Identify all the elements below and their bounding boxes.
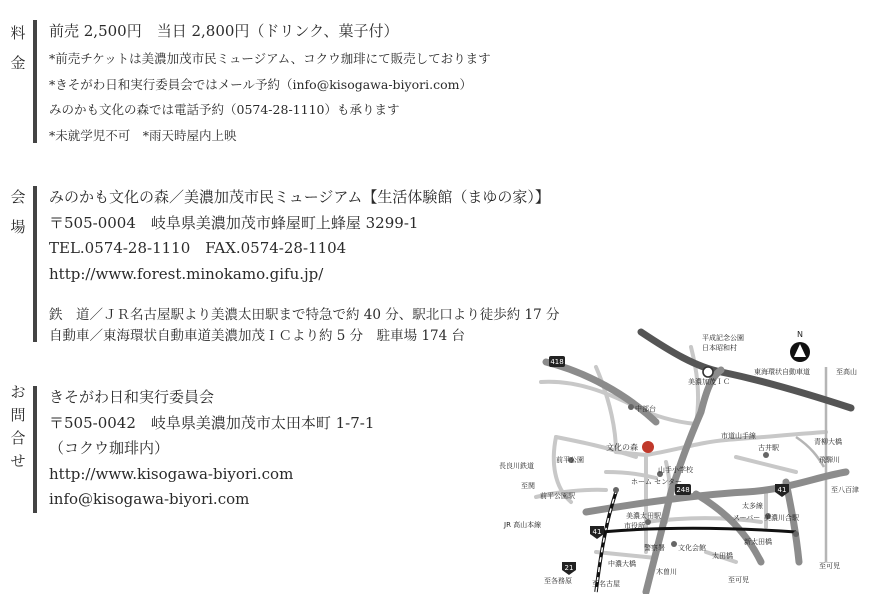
label-to-kakamigahara: 至各務原 — [544, 577, 572, 585]
venue-address: 〒505-0004 岐阜県美濃加茂市蜂屋町上蜂屋 3299-1 — [49, 213, 419, 232]
contact-label — [8, 381, 28, 473]
label-to-seki: 至関 — [521, 482, 535, 490]
label-taga-line: 太多線 — [742, 502, 763, 510]
venue-name: みのかも文化の森／美濃加茂市民ミュージアム【生活体験館（まゆの家）】 — [49, 188, 550, 206]
route-418-badge — [549, 356, 565, 367]
contact-address: 〒505-0042 岐阜県美濃加茂市太田本町 1-7-1 — [49, 413, 375, 432]
fees-label-char: 料 — [10, 24, 26, 42]
venue-access-rail: 鉄 道／ＪＲ名古屋駅より美濃太田駅まで特急で約 40 分、駅北口より徒歩約 17 分 — [49, 307, 560, 323]
label-minokamo-ic: 美濃加茂ＩＣ — [688, 378, 730, 386]
label-tokai-kanjo: 東海環状自動車道 — [754, 368, 810, 376]
contact-divider — [33, 386, 37, 513]
contact-org: きそがわ日和実行委員会 — [49, 388, 215, 406]
contact-section — [49, 385, 374, 513]
contact-address-note: （コクウ珈琲内） — [49, 439, 170, 457]
label-supermarket: スーパー — [733, 514, 761, 522]
label-city-hall: 市役所 — [624, 522, 645, 530]
label-to-kani-east: 至可児 — [819, 562, 840, 570]
label-nihon-showa-mura: 日本昭和村 — [702, 344, 737, 352]
contact-label-char: 問 — [10, 406, 26, 424]
venue-marker — [642, 441, 654, 453]
label-to-nagoya: 至名古屋 — [592, 580, 620, 588]
venue-label-char: 場 — [10, 218, 26, 236]
label-nakabedai: 中部台 — [635, 405, 656, 413]
label-chuno-bridge: 中濃大橋 — [608, 560, 636, 568]
label-heisei-park: 平成記念公園 — [702, 334, 744, 342]
contact-label-char: せ — [10, 452, 26, 470]
contact-label-char: 合 — [10, 429, 26, 447]
label-nagaragawa-railway: 長良川鉄道 — [499, 462, 534, 470]
label-to-kani: 至可児 — [728, 576, 749, 584]
label-ota-bridge: 太田橋 — [712, 552, 733, 560]
fees-section — [49, 20, 491, 148]
label-hida-river: 飛騨川 — [819, 456, 840, 464]
route-248-number: 248 — [676, 486, 690, 494]
label-cultural-hall: 文化会館 — [678, 544, 706, 552]
label-yamate-elementary: 山手小学校 — [658, 466, 693, 474]
venue-url[interactable]: http://www.forest.minokamo.gifu.jp/ — [49, 264, 324, 283]
north-label: N — [797, 330, 803, 339]
label-home-center: ホーム センター — [631, 478, 682, 486]
route-21-badge — [562, 562, 576, 575]
expressway — [641, 332, 851, 408]
label-kiso-river: 木曽川 — [656, 568, 677, 576]
label-kojo-eki: 古井駅 — [758, 444, 779, 452]
venue-divider — [33, 186, 37, 342]
label-minokawai-station: 美濃川合駅 — [764, 514, 799, 522]
fees-note: *未就学児不可 *雨天時屋内上映 — [49, 127, 237, 143]
route-41-south-number: 41 — [592, 528, 602, 536]
venue-phone: TEL.0574-28-1110 FAX.0574-28-1104 — [49, 239, 347, 257]
route-21-number: 21 — [564, 564, 574, 572]
fees-label-char: 金 — [10, 54, 26, 72]
route-418-number: 418 — [550, 358, 564, 366]
contact-email[interactable]: info@kisogawa-biyori.com — [49, 490, 250, 508]
fees-label — [8, 18, 28, 78]
label-aoyagi-bridge: 青柳大橋 — [814, 438, 842, 446]
venue-section — [49, 185, 560, 347]
label-maehira-park-station: 前平公園駅 — [540, 492, 575, 500]
main-roads — [546, 362, 846, 592]
fees-divider — [33, 20, 37, 143]
north-arrow-icon — [790, 330, 810, 362]
contact-url[interactable]: http://www.kisogawa-biyori.com — [49, 464, 294, 483]
access-map — [496, 322, 866, 594]
venue-access-car: 自動車／東海環状自動車道美濃加茂ＩＣより約 5 分 駐車場 174 台 — [49, 328, 466, 344]
contact-label-char: お — [10, 383, 26, 401]
label-jr-takayama-line: JR 高山本線 — [504, 521, 542, 529]
route-41-south-badge — [590, 526, 604, 539]
venue-label-char: 会 — [10, 188, 26, 206]
label-maehira-park: 前平公園 — [556, 456, 584, 464]
fees-note: *前売チケットは美濃加茂市民ミュージアム、コクウ珈琲にて販売しております — [49, 51, 491, 66]
route-41-east-number: 41 — [777, 486, 787, 494]
label-police: 警察署 — [644, 544, 665, 552]
label-to-yaotsu: 至八百津 — [831, 486, 859, 494]
venue-label — [8, 182, 28, 242]
fees-note: みのかも文化の森では電話予約（0574-28-1110）も承ります — [49, 102, 400, 117]
label-shin-ota-bridge: 新太田橋 — [744, 538, 772, 546]
label-shido-yamate: 市道山手線 — [721, 432, 756, 440]
label-minoota-station: 美濃太田駅 — [626, 512, 661, 520]
fees-price: 前売 2,500円 当日 2,800円（ドリンク、菓子付） — [49, 22, 399, 40]
fees-note: *きそがわ日和実行委員会ではメール予約（info@kisogawa-biyori.com） — [49, 76, 472, 92]
label-to-takayama: 至高山 — [836, 368, 857, 376]
label-bunka-no-mori: 文化の森 — [606, 443, 638, 452]
